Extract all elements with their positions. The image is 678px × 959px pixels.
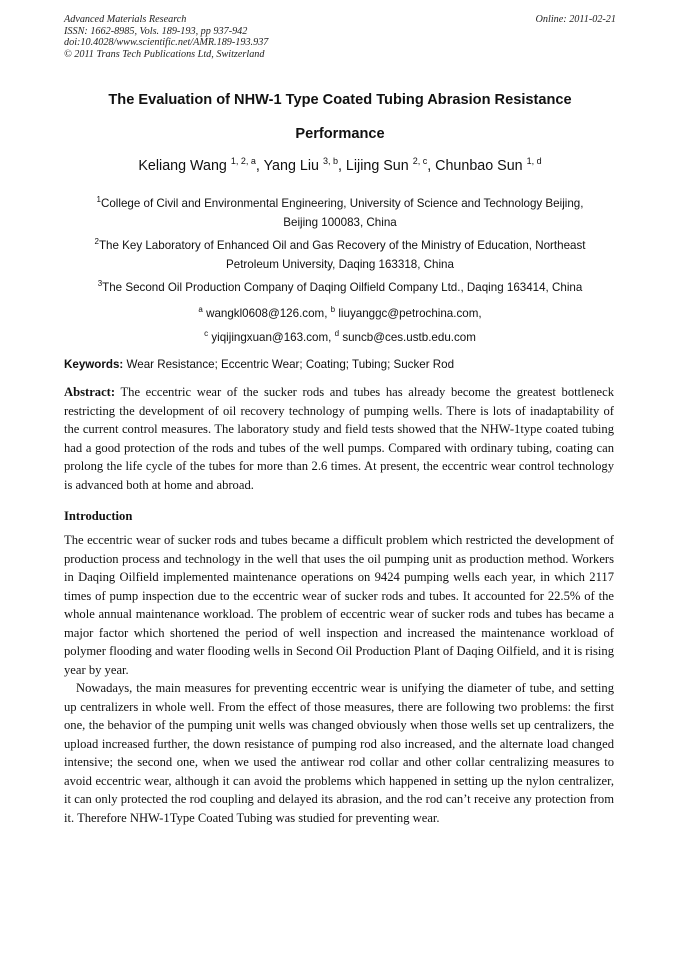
email-line-1: $^a$ wangkl0608@126.com, $^b$ liuyanggc@petrochina.com, [198, 305, 482, 320]
keywords-label: Keywords: [64, 358, 124, 371]
email-line-2: $^c$ yiqijingxuan@163.com, $^d$ suncb@ces.ustb.edu.com [204, 329, 476, 344]
author-affiliation-marker: 3, b [322, 156, 338, 166]
abstract-label: Abstract: [64, 385, 116, 399]
journal-name: Advanced Materials Research [64, 14, 187, 25]
author-affiliation-marker: 2, c [412, 156, 428, 166]
issn-line: ISSN: 1662-8985, Vols. 189-193, pp 937-942 [64, 25, 248, 37]
introduction-paragraph-1: The eccentric wear of sucker rods and tubes became a difficult problem which restricted the development of production process and technology in the well that uses the oil pumping unit as production method. Workers in Daqing Oilfield implemented maintenance operations on 9424 pumping wells each year, in which 2117 times of pump inspection due to the eccentric wear of sucker rods and tubes. It accounted for 22.5% of the whole annual maintenance workload. The problem of eccentric wear of sucker rods and tubes has became a major factor which shortened the period of well inspection and increased the maintenance workload of polymer flooding and water flooding wells in Second Oil Production Plant of Daqing Oilfield, and it is rising year by year. [64, 533, 614, 677]
section-heading-introduction: Introduction [64, 509, 133, 523]
paper-title-line-2: Performance [295, 126, 385, 142]
introduction-paragraph-2: Nowadays, the main measures for preventing eccentric wear is unifying the diameter of tube, and setting up centralizers in whole well. From the effect of those measures, there are following two problems: the first one, the behavior of the pumping unit wells was changed obviously when those wells set up centralizers, the upload increased further, the down resistance of pumping rod also increased, and the alternate load changed intensive; the second one, when we used the antiwear rod collar and other collar centralizing measures to avoid eccentric wear, although it can avoid the problems which happened in setting up the nylon centralizer, it can only protected the rod coupling and delayed its abrasion, and the rod can’t receive any protection from it. Therefore NHW-1Type Coated Tubing was studied for preventing wear. [64, 681, 614, 825]
affiliation-2: $^2$The Key Laboratory of Enhanced Oil and Gas Recovery of the Ministry of Education, Northeast Petroleum University, Daqing 163318, China [94, 237, 586, 271]
author-affiliation-marker: 1, d [526, 156, 542, 166]
author-list: Keliang Wang $^{1, 2, a}$, Yang Liu $^{3, b}$, Lijing Sun $^{2, c}$, Chunbao Sun $^{1, d}$ [138, 156, 542, 174]
affiliation-3: $^3$The Second Oil Production Company of Daqing Oilfield Company Ltd., Daqing 163414, China [97, 279, 583, 294]
email-link[interactable]: suncb@ces.ustb.edu.com [342, 331, 476, 344]
author-name: Lijing Sun [345, 158, 409, 174]
online-date: Online: 2011-02-21 [535, 14, 616, 25]
author-name: Chunbao Sun [435, 158, 523, 174]
journal-header [64, 14, 616, 60]
abstract-text: The eccentric wear of the sucker rods and tubes has already become the greatest bottleneck restricting the development of oil recovery technology of pumping wells. There is lots of inadaptability of the current control measures. The laboratory study and field tests showed that the NHW-1type coated tubing had a good protection of the rods and tubes of the well pumps. Compared with ordinary tubing, coating can prolong the life cycle of the tubes for more than 2.6 times. At present, the eccentric wear control technology is advanced both at home and abroad. [64, 385, 614, 492]
copyright-line: © 2011 Trans Tech Publications Ltd, Switzerland [64, 48, 265, 60]
keywords [64, 358, 616, 371]
author-name: Yang Liu [263, 158, 319, 174]
email-link[interactable]: yiqijingxuan@163.com, [211, 331, 332, 344]
affiliation-1: $^1$College of Civil and Environmental Engineering, University of Science and Technology Beijing, Beijing 100083, China [96, 195, 584, 229]
email-link[interactable]: liuyanggc@petrochina.com, [338, 307, 482, 320]
keywords-text: Wear Resistance; Eccentric Wear; Coating; Tubing; Sucker Rod [126, 358, 455, 371]
author-name: Keliang Wang [138, 158, 227, 174]
email-link[interactable]: wangkl0608@126.com, [206, 307, 328, 320]
author-affiliation-marker: 1, 2, a [230, 156, 256, 166]
paper-title-line-1: The Evaluation of NHW-1 Type Coated Tubing Abrasion Resistance [108, 92, 572, 108]
abstract [64, 383, 614, 494]
doi-line: doi:10.4028/www.scientific.net/AMR.189-193.937 [64, 37, 269, 48]
